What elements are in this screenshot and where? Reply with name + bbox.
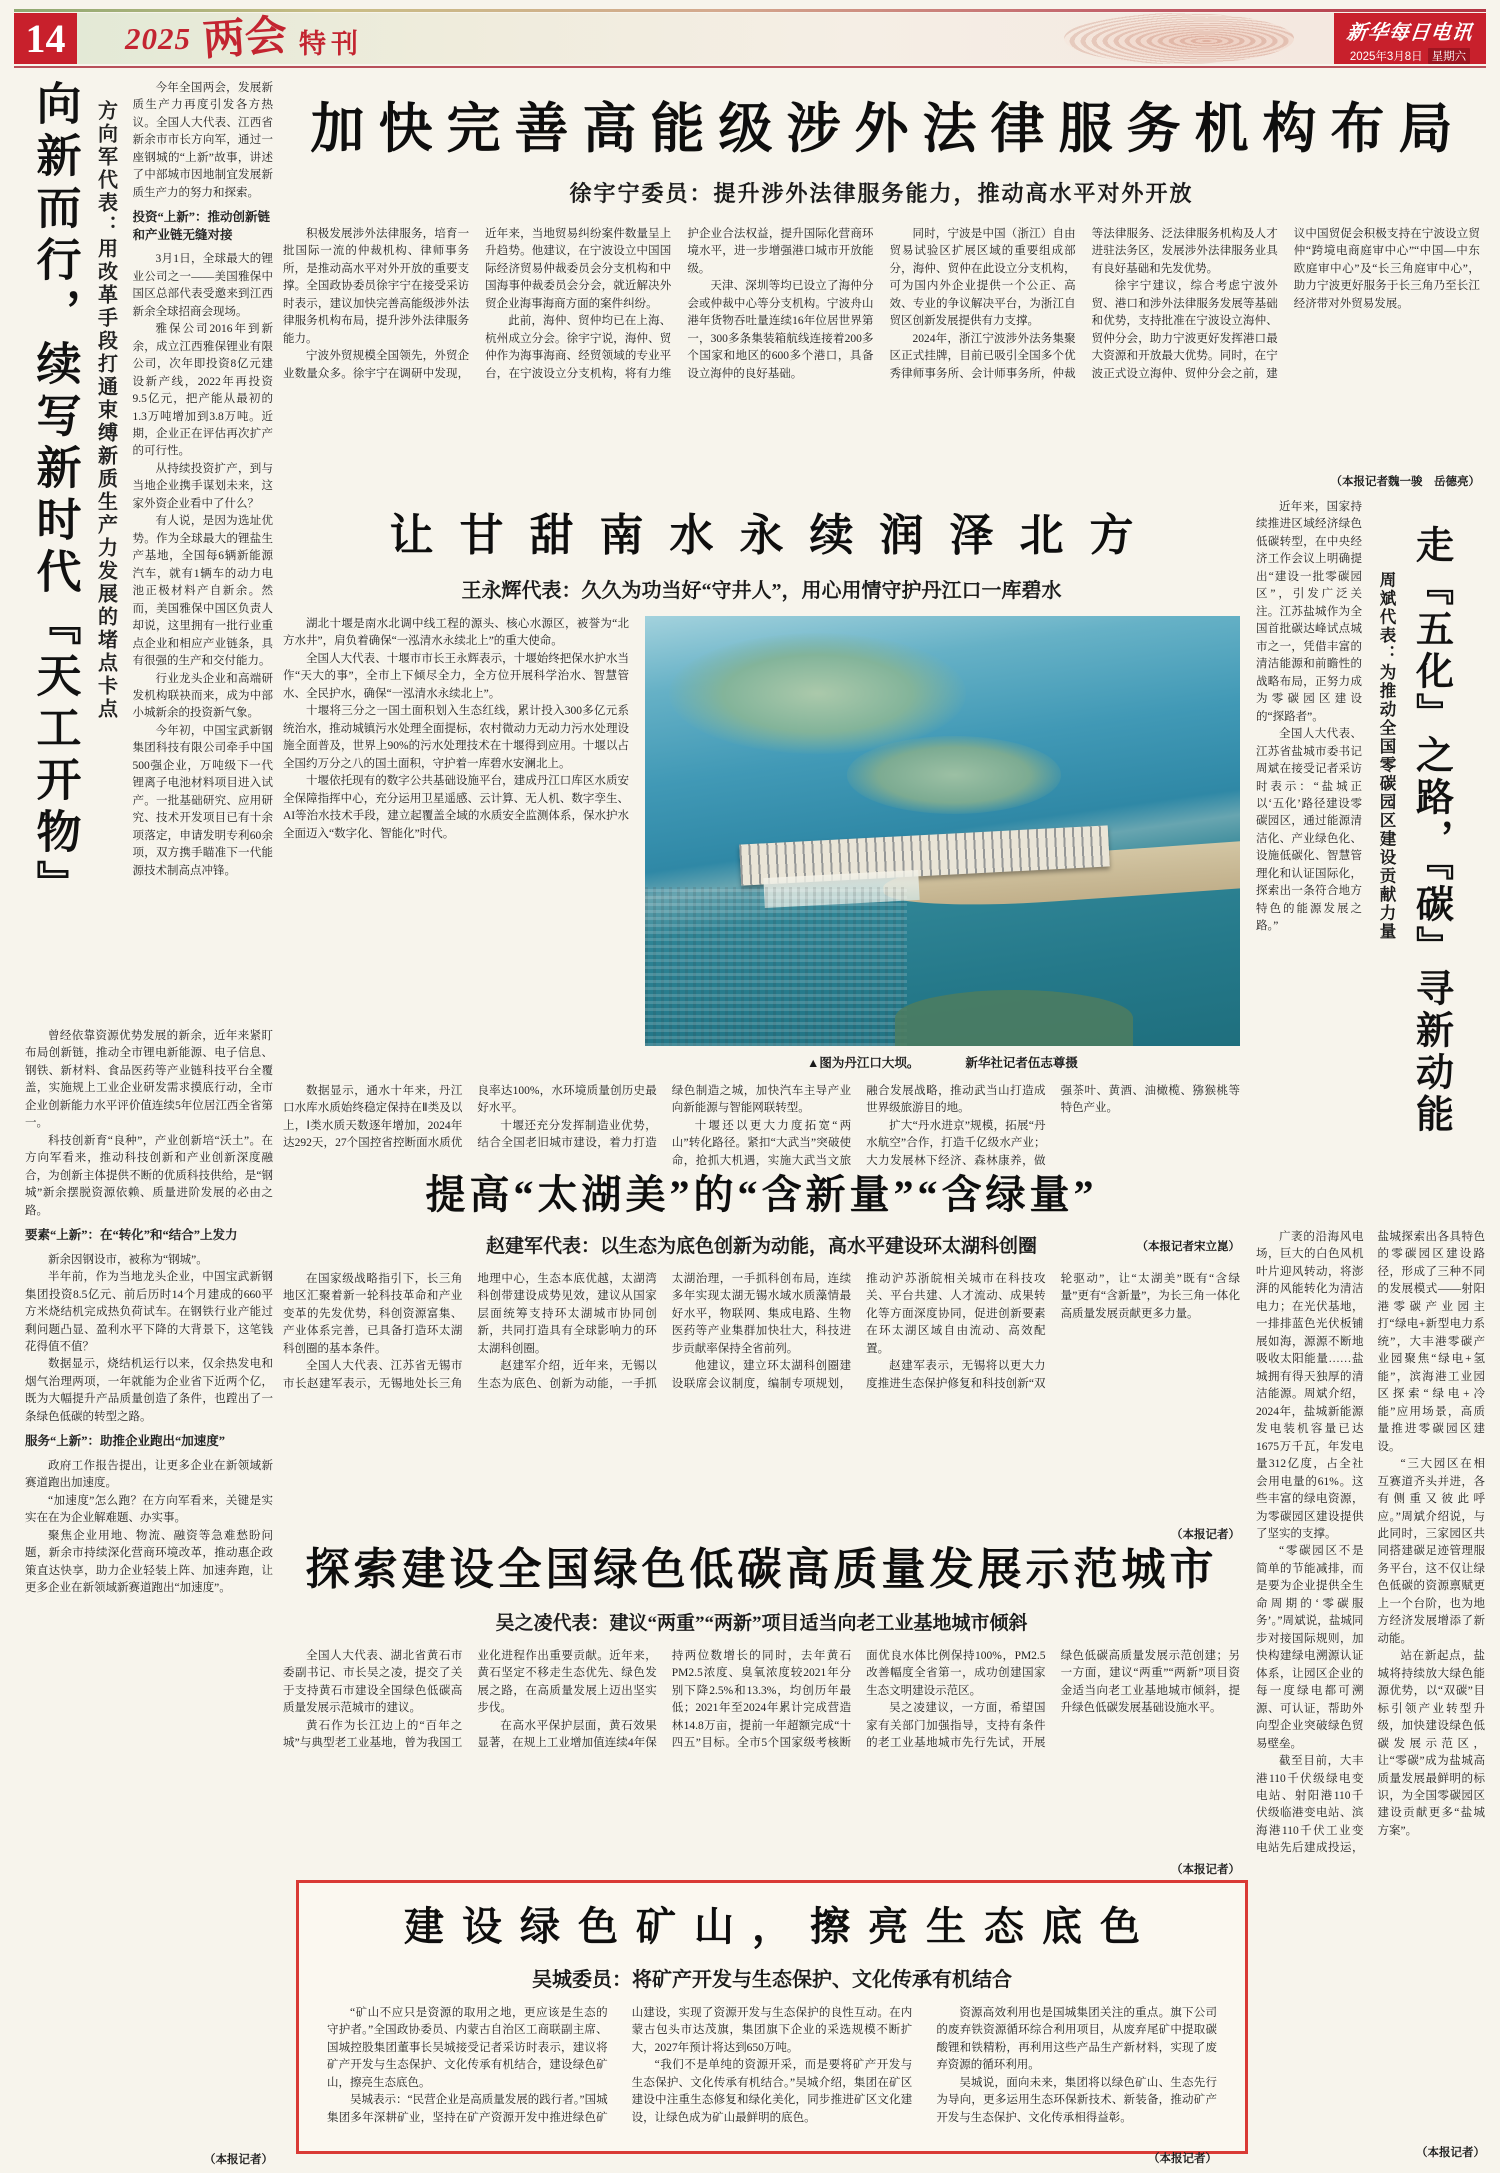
edition-suffix: 特刊 xyxy=(299,29,364,59)
article-body-columns: 在国家级战略指引下，长三角地区汇聚着新一轮科技革命和产业变革的先发优势，科创资源富集、产业体系完善，已具备打造环太湖科创圈的基本条件。 全国人大代表、江苏省无锡市市长赵建军表示，无锡地处长三角地理中心，生态本底优越，太湖湾科创带建设成势见效，建议从国家层面统筹支持环太湖城市协同创新，共同打造具有全球影响力的环太湖科创圈。 赵建军介绍，近年来，无锡以生态为底色、创新为动能，一手抓太湖治理，一手抓科创布局，连续多年实现太湖无锡水域水质藻情最好水平，物联网、集成电路、生物医药等产业集群加快壮大，科技进步贡献率保持全省前列。 他建议，建立环太湖科创圈建设联席会议制度，编制专项规划，推动沪苏浙皖相关城市在科技攻关、平台共建、人才流动、成果转化等方面深度协同，促进创新要素在环太湖区域自由流动、高效配置。 赵建军表示，无锡将以更大力度推进生态保护修复和科技创新“双轮驱动”，让“太湖美”既有“含绿量”更有“含新量”，为长三角一体化高质量发展贡献更多力量。 xyxy=(283,1273,1240,1390)
headline: 加快完善高能级涉外法律服务机构布局 xyxy=(310,99,1467,159)
byline: （本报记者宋立崑） xyxy=(1136,1241,1240,1253)
headline: 探索建设全国绿色低碳高质量发展示范城市 xyxy=(305,1545,1218,1594)
photo-island-shape xyxy=(847,736,1061,813)
page-number: 14 xyxy=(14,13,77,64)
danjiangkou-dam-photo xyxy=(645,616,1240,1046)
article-body-columns: 积极发展涉外法律服务，培育一批国际一流的仲裁机构、律师事务所，是推动高水平对外开放的重要支撑。全国政协委员徐宇宁在接受采访时表示，建议加快完善高能级涉外法律服务机构布局，提升涉外法律服务能力。 宁波外贸规模全国领先，外贸企业数量众多。徐宇宁在调研中发现，近年来，当地贸易纠纷案件数量呈上升趋势。他建议，在宁波设立中国国际经济贸易仲裁委员会分支机构和中国海事仲裁委员会分会，就近解决外贸企业海事海商方面的案件纠纷。 此前，海仲、贸仲均已在上海、杭州成立分会。徐宇宁说，海仲、贸仲作为海事海商、经贸领域的专业平台，在宁波设立分支机构，将有力维护企业合法权益，提升国际化营商环境水平，进一步增强港口城市开放能级。 天津、深圳等均已设立了海仲分会或仲裁中心等分支机构。宁波舟山港年货物吞吐量连续16年位居世界第一，300多条集装箱航线连接着200多个国家和地区的600多个港口，具备设立海仲的良好基础。 同时，宁波是中国（浙江）自由贸易试验区扩展区域的重要组成部分，海仲、贸仲在此设立分支机构，可为国内外企业提供一个公正、高效、专业的争议解决平台，为浙江自贸区创新发展提供有力支撑。 2024年，浙江宁波涉外法务集聚区正式挂牌，目前已吸引全国多个优秀律师事务所、会计师事务所，仲裁等法律服务、泛法律服务机构及人才进驻法务区，发展涉外法律服务业具有良好基础和先发优势。 徐宇宁建议，综合考虑宁波外贸、港口和涉外法律服务发展等基础和优势，支持批准在宁波设立海仲、贸仲分会，助力宁波更好发挥港口最大资源和开放最大优势。同时，在宁波正式设立海仲、贸仲分会之前，建议中国贸促会积极支持在宁波设立贸仲“跨境电商庭审中心”“中国—中东欧庭审中心”及“长三角庭审中心”，助力宁波更好服务于长三角乃至长江经济带对外贸易发展。 xyxy=(283,228,1480,380)
photo-island-shape xyxy=(669,633,967,753)
photo-column xyxy=(645,616,1240,1071)
water-article-main xyxy=(283,616,1240,1071)
masthead xyxy=(1334,13,1486,64)
masthead-date xyxy=(1334,48,1486,64)
subhead: 王永辉代表：久久为功当好“守井人”，用心用情守护丹江口一库碧水 xyxy=(461,580,1062,602)
article-body-column: 今年全国两会，发展新质生产力再度引发各方热议。全国人大代表、江西省新余市市长方向军，通过一座钢城的“上新”故事，讲述了中部城市因地制宜发展新质生产力的努力和探索。 投资“上新”：推动创新链和产业链无缝对接 3月1日，全球最大的锂业公司之一——美国雅保中国区总部代表受邀来到江西新余全球招商会现场。 雅保公司2016年到新余，成立江西雅保锂业有限公司，次年即投资8亿元建设新产线，2022年再投资9.5亿元，把产能从最初的1.3万吨增加到3.8万吨。近期，企业正在评估再次扩产的可行性。 从持续投资扩产，到与当地企业携手谋划未来，这家外资企业看中了什么？ 有人说，是因为选址优势。作为全球最大的锂盐生产基地，全国每6辆新能源汽车，就有1辆车的动力电池正极材料产自新余。然而，美国雅保中国区负责人却说，这里拥有一批行业重点企业和相应产业链条，具有很强的生产和交付能力。 行业龙头企业和高端研发机构联袂而来，成为中部小城新余的投资新气象。 今年初，中国宝武新钢集团科技有限公司牵手中国500强企业，万吨级下一代锂离子电池材料项目进入试产。一批基础研究、应用研究、技术开发项目已有十余项落定，申请发明专利60余项，双方携手瞄准下一代能源技术制高点冲锋。 xyxy=(132,82,273,877)
article-foreign-legal-services xyxy=(283,86,1480,492)
article-body-column: 近年来，国家持续推进区域经济绿色低碳转型，在中央经济工作会议上明确提出“建设一批零碳园区”，引发广泛关注。江苏盐城作为全国首批碳达峰试点城市之一，凭借丰富的清洁能源和前瞻性的战略布局，正努力成为零碳园区建设的“探路者”。 全国人大代表、江苏省盐城市委书记周斌在接受记者采访时表示：“盐城正以‘五化’路径建设零碳园区，通过能源清洁化、产业绿色化、设施低碳化、智慧管理化和认证国际化，探索出一条符合地方特色的能源发展之路。” xyxy=(1256,501,1362,933)
rose-decoration xyxy=(1064,13,1294,64)
article-body-columns: 数据显示，通水十年来，丹江口水库水质始终稳定保持在Ⅱ类及以上，Ⅰ类水质天数逐年增加，2024年达292天，27个国控省控断面水质优良率达100%，水环境质量创历史最好水平。 十堰还充分发挥制造业优势，结合全国老旧城市建设，着力打造绿色制造之城，加快汽车主导产业向新能源与智能网联转型。 十堰还以更大力度拓宽“两山”转化路径。紧扣“大武当”突破使命，抢抓大机遇，实施大武当文旅融合发展战略，推动武当山打造成世界级旅游目的地。 扩大“丹水进京”规模，拓展“丹水航空”合作，打造千亿级水产业；大力发展林下经济、森林康养，做强茶叶、黄酒、油橄榄、猕猴桃等特色产业。 xyxy=(283,1085,1240,1167)
edition-banner xyxy=(14,13,1486,64)
edition-year: 2025 xyxy=(125,20,191,56)
article-xinyu-new-productivity xyxy=(25,80,273,2166)
byline: （本报记者） xyxy=(1171,1864,1240,1876)
photo-caption xyxy=(645,1053,1240,1071)
carbon-article-top xyxy=(1256,499,1485,1213)
article-body-columns: “矿山不应只是资源的取用之地，更应该是生态的守护者。”全国政协委员、内蒙古自治区工商联副主席、国城控股集团董事长吴城接受记者采访时表示，建议将矿产开发与生态保护、文化传承有机结合，建设绿色矿山，擦亮生态底色。 吴城表示：“民营企业是高质量发展的践行者。”国城集团多年深耕矿业，坚持在矿产资源开发中推进绿色矿山建设，实现了资源开发与生态保护的良性互动。在内蒙古包头市达茂旗，集团旗下企业的采选规模不断扩大，2027年预计将达到650万吨。 “我们不是单纯的资源开采，而是要将矿产开发与生态保护、文化传承有机结合。”吴城介绍，集团在矿区建设中注重生态修复和绿化美化，同步推进矿区文化建设，让绿色成为矿山最鲜明的底色。 资源高效利用也是国城集团关注的重点。旗下公司的废弃铁资源循环综合利用项目，从废弃尾矿中提取碳酸锂和铁精粉，再利用这些产品生产新材料，实现了废弃资源的循环利用。 吴城说，面向未来，集团将以绿色矿山、生态先行为导向，更多运用生态环保新技术、新装备，推动矿产开发与生态保护、文化传承相得益彰。 xyxy=(327,2007,1217,2124)
vertical-headline: 向新而行，续写新时代『天工开物』 xyxy=(29,80,80,912)
byline: （本报记者魏一骏 岳德亮） xyxy=(1330,476,1480,488)
article-body-columns: 广袤的沿海风电场，巨大的白色风机叶片迎风转动，将澎湃的风能转化为清洁电力；在光伏基地，一排排蓝色光伏板铺展如海，源源不断地吸收太阳能量……盐城拥有得天独厚的清洁能源。周斌介绍，2024年，盐城新能源发电装机容量已达1675万千瓦，年发电量312亿度，占全社会用电量的61%。这些丰富的绿电资源，为零碳园区建设提供了坚实的支撑。 “零碳园区不是简单的节能减排，而是要为企业提供全生命周期的‘零碳服务’。”周斌说，盐城同步对接国际规则，加快构建绿电溯源认证体系，让园区企业的每一度绿电都可溯源、可认证，帮助外向型企业突破绿色贸易壁垒。 截至目前，大丰港110千伏级绿电变电站、射阳港110千伏级临港变电站、滨海港110千伏工业变电站先后建成投运，盐城探索出各具特色的零碳园区建设路径，形成了三种不同的发展模式——射阳港零碳产业园主打“绿电+新型电力系统”，大丰港零碳产业园聚焦“绿电+氢能”，滨海港工业园区探索“绿电+冷能”应用场景，高质量推进零碳园区建设。 “三大园区在相互赛道齐头并进，各有侧重又彼此呼应。”周斌介绍说，与此同时，三家园区共同搭建碳足迹管理服务平台，这不仅让绿色低碳的资源禀赋更上一个台阶，也为地方经济发展增添了新动能。 站在新起点，盐城将持续放大绿色能源优势，以“双碳”目标引领产业转型升级，加快建设绿色低碳发展示范区，让“零碳”成为盐城高质量发展最鲜明的标识，为全国零碳园区建设贡献更多“盐城方案”。 xyxy=(1256,1231,1485,1855)
byline: （本报记者） xyxy=(1416,2147,1485,2159)
vertical-subhead: 周斌代表：为推动全国零碳园区建设贡献力量 xyxy=(1377,571,1396,941)
subhead: 赵建军代表：以生态为底色创新为动能，高水平建设环太湖科创圈 xyxy=(485,1236,1037,1257)
left-article-top xyxy=(25,80,273,1020)
headline: 让甘甜南水永续润泽北方 xyxy=(389,511,1160,560)
article-taihu-lake xyxy=(283,1163,1240,1542)
masthead-logo: 新华每日电讯 xyxy=(1345,22,1475,44)
article-south-north-water xyxy=(283,499,1240,1254)
lianghui-calligraphy: 两会 xyxy=(201,13,289,64)
byline: （本报记者） xyxy=(1171,1529,1240,1541)
subhead: 吴之凌代表：建议“两重”“两新”项目适当向老工业基地城市倾斜 xyxy=(495,1613,1028,1634)
byline: （本报记者） xyxy=(204,2154,273,2166)
banner-bottom-rule xyxy=(14,66,1486,68)
article-body-column: 湖北十堰是南水北调中线工程的源头、核心水源区，被誉为“北方水井”，肩负着确保“一泓清水永续北上”的重大使命。 全国人大代表、十堰市市长王永辉表示，十堰始终把保水护水当作“天大的事”，全市上下倾尽全力，全方位开展科学治水、智慧管水、全民护水，确保“一泓清水永续北上”。 十堰将三分之一国土面积划入生态红线，累计投入300多亿元系统治水，推动城镇污水处理全面提标，农村微动力无动力污水处理设施全面普及，世界上90%的污水处理技术在十堰得到应用。十堰以占全国约万分之八的国土面积，守护着一库碧水安澜北上。 十堰依托现有的数字公共基础设施平台，建成丹江口库区水质安全保障指挥中心，充分运用卫星遥感、云计算、无人机、数字孪生、AI等治水技术手段，建立起覆盖全域的水质安全监测体系，保水护水全面迈入“数字化、智能化”时代。 xyxy=(283,618,629,840)
subhead: 徐宇宁委员：提升涉外法律服务能力，推动高水平对外开放 xyxy=(569,181,1194,206)
banner-top-rule xyxy=(14,9,1486,12)
weekday-badge: 星期六 xyxy=(1428,48,1471,64)
caption-text: ▲图为丹江口大坝。 xyxy=(807,1056,920,1070)
headline: 建设绿色矿山，擦亮生态底色 xyxy=(404,1904,1158,1949)
vertical-headline: 走『五化』之路，『碳』寻新动能 xyxy=(1409,525,1452,1136)
caption-credit: 新华社记者伍志尊摄 xyxy=(965,1056,1078,1070)
byline: （本报记者） xyxy=(1148,2153,1217,2165)
subhead: 吴城委员：将矿产开发与生态保护、文化传承有机结合 xyxy=(532,1969,1012,1991)
edition-title-strip xyxy=(77,13,1334,64)
article-body-bottom: 曾经依靠资源优势发展的新余，近年来紧盯布局创新链，推动全市锂电新能源、电子信息、钢铁、新材料、食品医药等产业链科技平台全覆盖，实施规上工业企业研发需求摸底行动，全市企业创新能力水平评价值连续5年位居江西全省第一。 科技创新育“良种”，产业创新培“沃土”。在方向军看来，推动科技创新和产业创新深度融合，为创新主体提供不断的优质科技供给，是“钢城”新余摆脱资源依赖、质量进阶发展的必由之路。 要素“上新”：在“转化”和“结合”上发力 新余因钢设市，被称为“钢城”。 半年前，作为当地龙头企业，中国宝武新钢集团投资8.5亿元、前后历时14个月建成的660平方米烧结机完成热负荷试车。在钢铁行业产能过剩问题凸显、盈利水平下降的大背景下，这笔钱花得值不值？ 数据显示，烧结机运行以来，仅余热发电和烟气治理两项，一年就能为企业省下近两个亿，既为大幅提升产品质量创造了条件，也蹚出了一条绿色低碳的转型之路。 服务“上新”：助推企业跑出“加速度” 政府工作报告提出，让更多企业在新领域新赛道跑出加速度。 “加速度”怎么跑？在方向军看来，关键是实实在在为企业解难题、办实事。 聚焦企业用地、物流、融资等急难愁盼问题，新余市持续深化营商环境改革，推动惠企政策直达快享，助力企业轻装上阵、加速奔跑，让更多企业在新领域新赛道跑出“加速度”。 xyxy=(25,1030,273,1595)
photo-hills xyxy=(895,990,1133,1046)
date-text: 2025年3月8日 xyxy=(1349,51,1423,63)
vertical-subhead: 方向军代表：用改革手段打通束缚新质生产力发展的堵点卡点 xyxy=(94,100,117,721)
headline: 提高“太湖美”的“含新量”“含绿量” xyxy=(425,1172,1098,1217)
article-green-lowcarbon-city xyxy=(283,1533,1240,1877)
article-green-mines-redbox xyxy=(296,1880,1248,2165)
article-zero-carbon-parks xyxy=(1256,499,1485,2159)
photo-town-terrain xyxy=(645,887,907,1046)
article-body-columns: 全国人大代表、湖北省黄石市委副书记、市长吴之凌，提交了关于支持黄石市建设全国绿色低碳高质量发展示范城市的建议。 黄石作为长江边上的“百年之城”与典型老工业基地，曾为我国工业化进程作出重要贡献。近年来，黄石坚定不移走生态优先、绿色发展之路，在高质量发展上迈出坚实步伐。 在高水平保护层面，黄石效果显著，在规上工业增加值连续4年保持两位数增长的同时，去年黄石PM2.5浓度、臭氧浓度较2021年分别下降2.5%和13.3%，均创历年最低；2021年至2024年累计完成营造林14.8万亩，提前一年超额完成“十四五”目标。全市5个国家级考核断面优良水体比例保持100%，PM2.5改善幅度全省第一，成功创建国家生态文明建设示范区。 吴之凌建议，一方面，希望国家有关部门加强指导，支持有条件的老工业基地城市先行先试，开展绿色低碳高质量发展示范创建；另一方面，建议“两重”“两新”项目资金适当向老工业基地城市倾斜，提升绿色低碳发展基础设施水平。 xyxy=(283,1650,1240,1750)
